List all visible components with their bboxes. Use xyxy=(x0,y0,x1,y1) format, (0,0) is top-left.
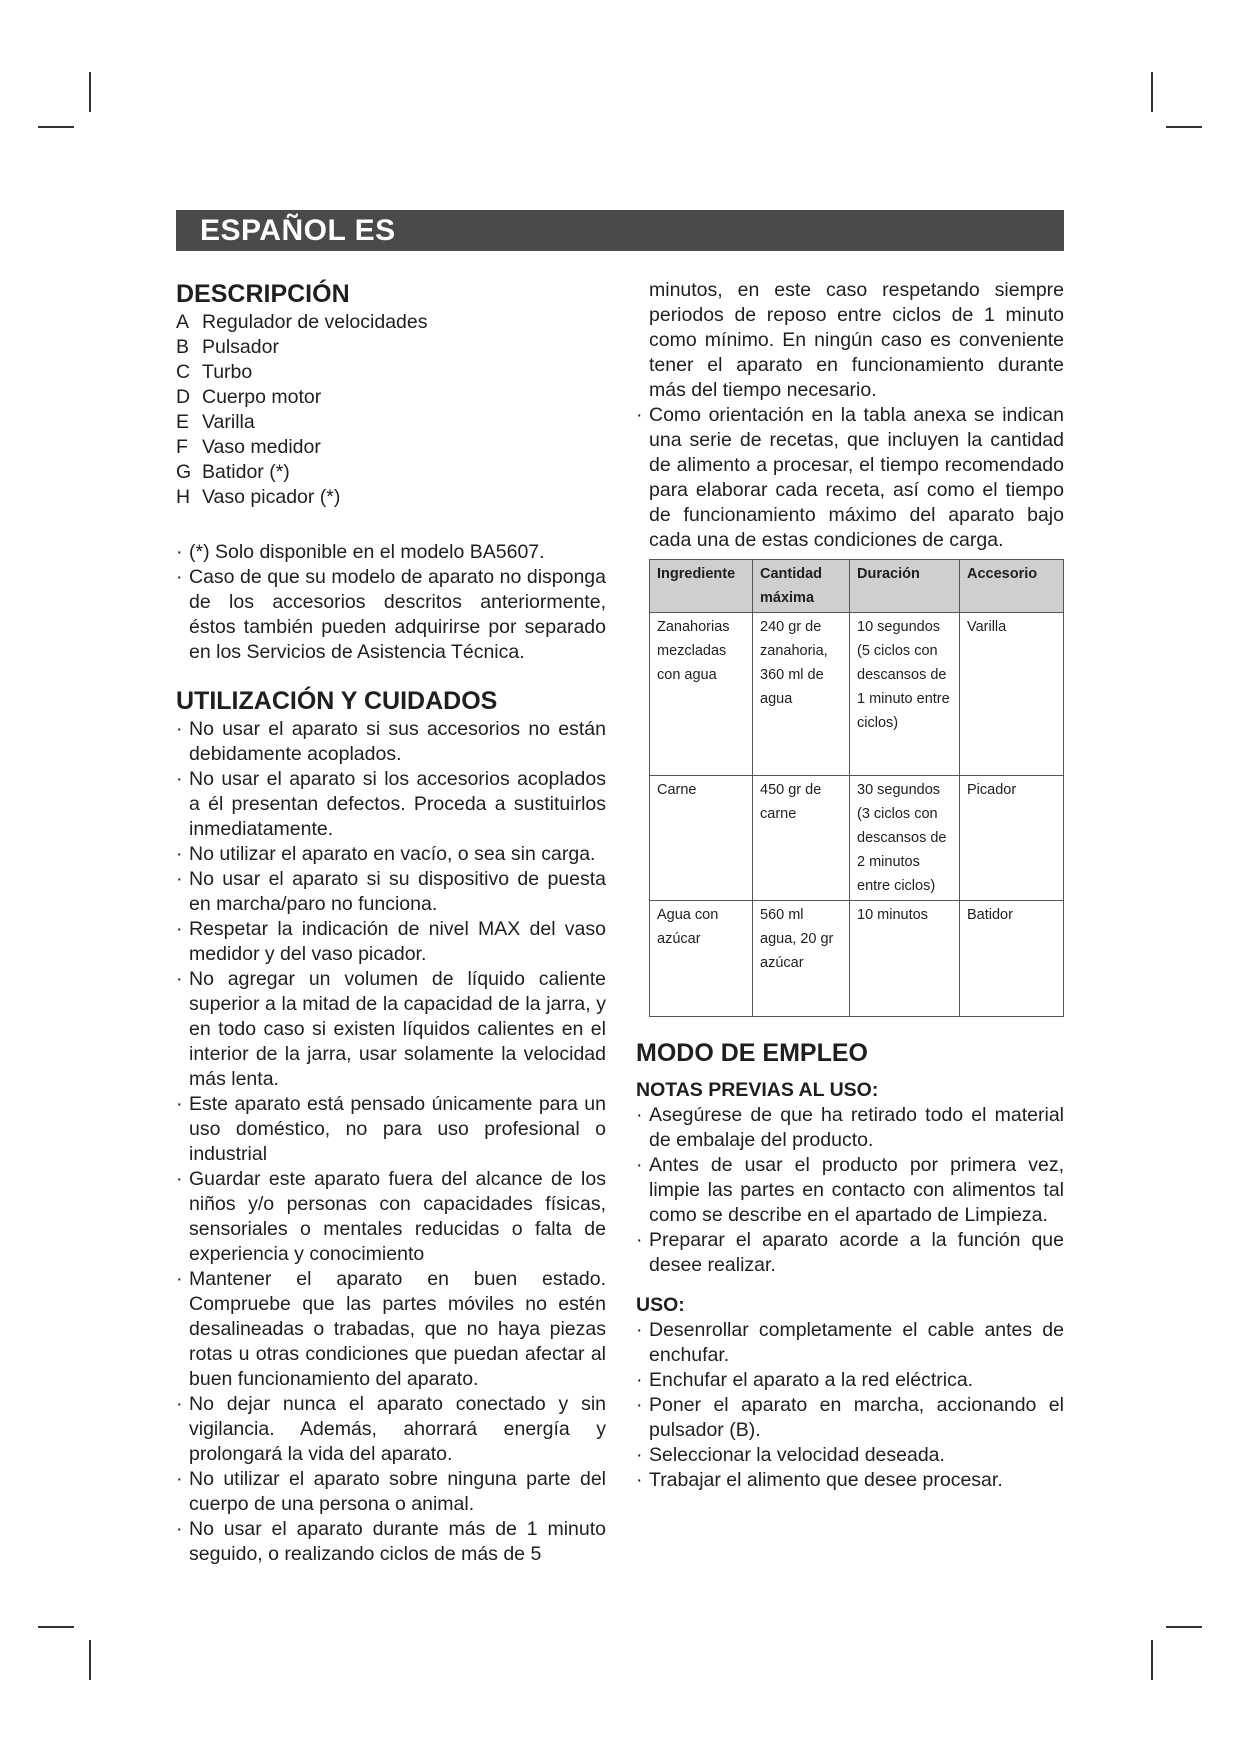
crop-mark-top-right-v xyxy=(1151,72,1153,112)
list-item: · Enchufar el aparato a la red eléctrica. xyxy=(636,1368,1064,1393)
list-item: · No dejar nunca el aparato conectado y sin vigilancia. Además, ahorrará energía y prolongará la vida del aparato. xyxy=(176,1392,606,1467)
crop-mark-bottom-right-h xyxy=(1166,1626,1202,1628)
table-cell: 450 gr de carne xyxy=(753,776,850,901)
list-item: · Respetar la indicación de nivel MAX del vaso medidor y del vaso picador. xyxy=(176,917,606,967)
usage-care-heading: UTILIZACIÓN Y CUIDADOS xyxy=(176,687,498,715)
table-row xyxy=(650,776,1064,901)
table-header-row xyxy=(650,560,1064,613)
prior-notes-heading: NOTAS PREVIAS AL USO: xyxy=(636,1079,879,1101)
table-cell: Carne xyxy=(650,776,753,901)
header-duration: Duración xyxy=(850,560,960,613)
table-cell: 10 minutos xyxy=(850,901,960,1017)
list-item: · Mantener el aparato en buen estado. Compruebe que las partes móviles no estén desalineadas o trabadas, que no haya piezas rotas u otras condiciones que puedan afectar al buen funcionamiento del aparato. xyxy=(176,1267,606,1392)
list-item: · No usar el aparato si su dispositivo de puesta en marcha/paro no funciona. xyxy=(176,867,606,917)
list-item: · Seleccionar la velocidad deseada. xyxy=(636,1443,1064,1468)
part-item: E Varilla xyxy=(176,411,255,433)
list-item: · No utilizar el aparato sobre ninguna parte del cuerpo de una persona o animal. xyxy=(176,1467,606,1517)
use-list xyxy=(636,1318,1064,1493)
list-item: · No usar el aparato si sus accesorios no están debidamente acoplados. xyxy=(176,717,606,767)
list-item: · No agregar un volumen de líquido caliente superior a la mitad de la capacidad de la jarra, y en todo caso si existen líquidos calientes en el interior de la jarra, usar solamente la velocidad más lenta. xyxy=(176,967,606,1092)
list-item: · Trabajar el alimento que desee procesar. xyxy=(636,1468,1064,1493)
list-item: · Asegúrese de que ha retirado todo el material de embalaje del producto. xyxy=(636,1103,1064,1153)
list-item: · Poner el aparato en marcha, accionando el pulsador (B). xyxy=(636,1393,1064,1443)
part-item: H Vaso picador (*) xyxy=(176,486,341,508)
part-item: D Cuerpo motor xyxy=(176,386,322,408)
note-item: · (*) Solo disponible en el modelo BA5607. xyxy=(176,540,606,565)
part-item: F Vaso medidor xyxy=(176,436,321,458)
description-heading: DESCRIPCIÓN xyxy=(176,280,350,308)
use-heading: USO: xyxy=(636,1294,685,1316)
table-cell: 560 ml agua, 20 gr azúcar xyxy=(753,901,850,1017)
orientation-list xyxy=(636,403,1064,553)
right-column xyxy=(636,278,1064,1493)
usage-care-continuation-list xyxy=(636,278,1064,403)
list-item: · Guardar este aparato fuera del alcance de los niños y/o personas con capacidades físicas, sensoriales o mentales reducidas o falta de experiencia y conocimiento xyxy=(176,1167,606,1267)
table-cell: 240 gr de zanahoria, 360 ml de agua xyxy=(753,613,850,776)
list-item: · No utilizar el aparato en vacío, o sea sin carga. xyxy=(176,842,606,867)
table-row xyxy=(650,901,1064,1017)
crop-mark-bottom-left-v xyxy=(89,1640,91,1680)
header-max-quantity: Cantidad máxima xyxy=(753,560,850,613)
part-item: G Batidor (*) xyxy=(176,461,290,483)
table-cell: 30 segundos (3 ciclos con descansos de 2 minutos entre ciclos) xyxy=(850,776,960,901)
instructions-heading: MODO DE EMPLEO xyxy=(636,1039,868,1067)
list-item: · Este aparato está pensado únicamente para un uso doméstico, no para uso profesional o industrial xyxy=(176,1092,606,1167)
crop-mark-top-right-h xyxy=(1166,126,1202,128)
recipe-table xyxy=(649,559,1064,1017)
table-cell: Zanahorias mezcladas con agua xyxy=(650,613,753,776)
header-accessory: Accesorio xyxy=(960,560,1064,613)
table-cell: Agua con azúcar xyxy=(650,901,753,1017)
left-column xyxy=(176,278,606,1567)
language-banner: ESPAÑOL ES xyxy=(176,210,1064,251)
list-item: · Preparar el aparato acorde a la función que desee realizar. xyxy=(636,1228,1064,1278)
crop-mark-bottom-left-h xyxy=(38,1626,74,1628)
crop-mark-top-left-v xyxy=(89,72,91,112)
continuation-text: minutos, en este caso respetando siempre periodos de reposo entre ciclos de 1 minuto como mínimo. En ningún caso es conveniente tener el aparato en funcionamiento durante más del tiempo necesario. xyxy=(649,279,1064,401)
part-item: C Turbo xyxy=(176,361,253,383)
header-ingredient: Ingrediente xyxy=(650,560,753,613)
part-item: A Regulador de velocidades xyxy=(176,311,428,333)
table-cell: 10 segundos (5 ciclos con descansos de 1 minuto entre ciclos) xyxy=(850,613,960,776)
list-item: · Desenrollar completamente el cable antes de enchufar. xyxy=(636,1318,1064,1368)
note-item: · Caso de que su modelo de aparato no disponga de los accesorios descritos anteriormente, éstos también pueden adquirirse por separado en los Servicios de Asistencia Técnica. xyxy=(176,565,606,665)
crop-mark-bottom-right-v xyxy=(1151,1640,1153,1680)
crop-mark-top-left-h xyxy=(38,126,74,128)
part-item: B Pulsador xyxy=(176,336,279,358)
table-cell: Varilla xyxy=(960,613,1064,776)
description-notes xyxy=(176,540,606,665)
orientation-text: · Como orientación en la tabla anexa se indican una serie de recetas, que incluyen la cantidad de alimento a procesar, el tiempo recomendado para elaborar cada receta, así como el tiempo de funcionamiento máximo del aparato bajo cada una de estas condiciones de carga. xyxy=(636,403,1064,553)
list-item: · No usar el aparato durante más de 1 minuto seguido, o realizando ciclos de más de 5 xyxy=(176,1517,606,1567)
table-row xyxy=(650,613,1064,776)
list-item: · Antes de usar el producto por primera vez, limpie las partes en contacto con alimentos tal como se describe en el apartado de Limpieza. xyxy=(636,1153,1064,1228)
table-cell: Batidor xyxy=(960,901,1064,1017)
table-cell: Picador xyxy=(960,776,1064,901)
parts-list xyxy=(176,310,606,510)
prior-notes-list xyxy=(636,1103,1064,1278)
list-item: · No usar el aparato si los accesorios acoplados a él presentan defectos. Proceda a sustituirlos inmediatamente. xyxy=(176,767,606,842)
usage-care-list xyxy=(176,717,606,1567)
